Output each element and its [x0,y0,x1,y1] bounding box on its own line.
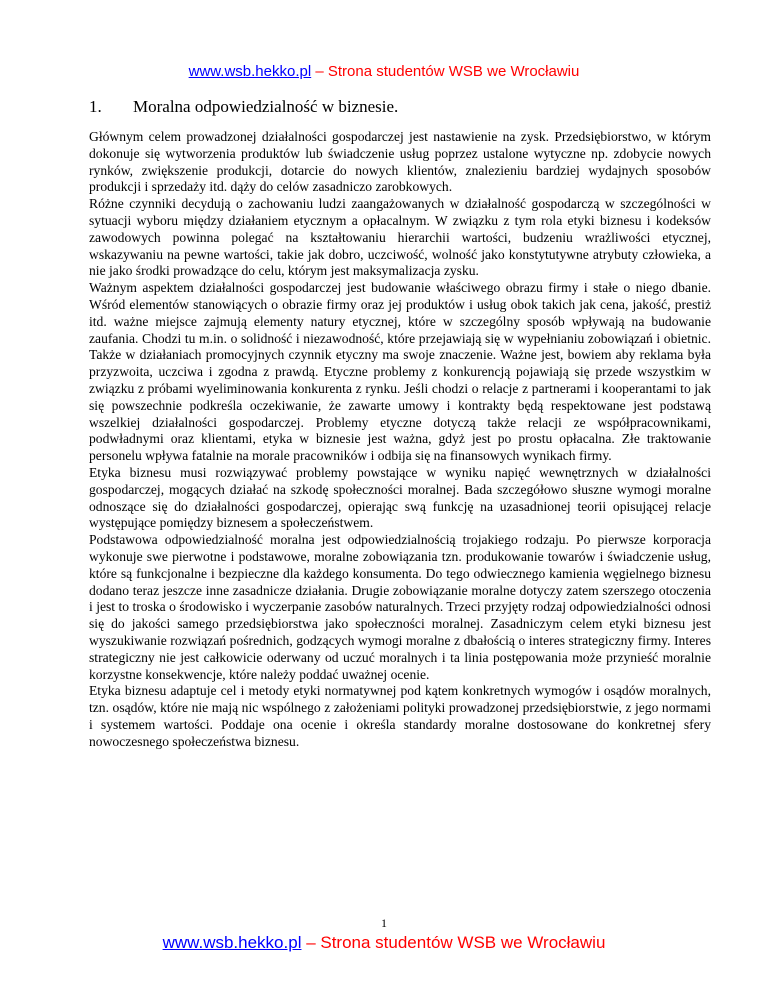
paragraph: Ważnym aspektem działalności gospodarczej jest budowanie właściwego obrazu firmy i stałe o niego dbanie. Wśród elementów stanowiących o obrazie firmy oraz jej produktów i usług obok takich jak cena, jakość, prestiż itd. ważne miejsce zajmują elementy natury etycznej, które w szczególny sposób wpływają na budowanie zaufania. Chodzi tu m.in. o solidność i niezawodność, które przejawiają się w wypełnianiu zobowiązań i obietnic. Także w działaniach promocyjnych czynnik etyczny ma swoje znaczenie. Ważne jest, bowiem aby reklama była przyzwoita, uczciwa i zgodna z prawdą. Etyczne problemy z konkurencją pojawiają się przede wszystkim w związku z próbami wyeliminowania konkurenta z rynku. Jeśli chodzi o relacje z partnerami i kooperantami to jak się powszechnie podkreśla oczekiwanie, że zawarte umowy i kontrakty będą respektowane jest podstawą wszelkiej działalności gospodarczej. Problemy etyczne dotyczą także relacji ze współpracownikami, podwładnymi oraz klientami, etyka w biznesie jest ważna, gdyż jest po prostu opłacalna. Złe traktowanie personelu wpływa fatalnie na morale pracowników i odbija się na finansowych wynikach firmy. [89,280,711,464]
paragraph: Etyka biznesu adaptuje cel i metody etyki normatywnej pod kątem konkretnych wymogów i osądów moralnych, tzn. osądów, które nie mają nic wspólnego z założeniami polityki prowadzonej przedsiębiorstwie, z jego normami i systemem wartości. Poddaje ona ocenie i określa standardy moralne dostosowane do konkretnej sfery nowoczesnego społeczeństwa biznesu. [89,683,711,749]
paragraph: Różne czynniki decydują o zachowaniu ludzi zaangażowanych w działalność gospodarczą w szczególności w sytuacji wyboru między działaniem etycznym a opłacalnym. W związku z tym rola etyki biznesu i kodeksów zawodowych powinna polegać na kształtowaniu hierarchii wartości, budzeniu wrażliwości etycznej, wskazywaniu na pewne wartości, takie jak dobro, uczciwość, wolność jako konstytutywne atrybuty człowieka, a nie jako środki prowadzące do celu, którym jest maksymalizacja zysku. [89,196,711,279]
body-text [89,129,711,750]
section-heading [89,97,398,117]
paragraph: Podstawowa odpowiedzialność moralna jest odpowiedzialnością trojakiego rodzaju. Po pierwsze korporacja wykonuje swe pierwotne i podstawowe, moralne zobowiązania tzn. produkowanie towarów i świadczenie usług, które są funkcjonalne i bezpieczne dla każdego konsumenta. Do tego odwiecznego kamienia węgielnego biznesu dodano teraz jeszcze inne zasadnicze działania. Drugie zobowiązanie moralne dotyczy zatem szerszego otoczenia i jest to troska o środowisko i wyczerpanie zasobów naturalnych. Trzeci przyjęty rodzaj odpowiedzialności odnosi się do jakości samego przedsiębiorstwa jako społeczności moralnej. Zasadniczym celem etyki biznesu jest wyszukiwanie rozwiązań pośrednich, godzących wymogi moralne z dbałością o interes strategiczny firmy. Interes strategiczny nie jest całkowicie oderwany od uczuć moralnych i ta linia postępowania może przynieść moralnie korzystne konsekwencje, które należy poddać uważnej ocenie. [89,532,711,682]
paragraph: Etyka biznesu musi rozwiązywać problemy powstające w wyniku napięć wewnętrznych w działalności gospodarczej, mogących działać na szkodę społeczności moralnej. Bada szczegółowo słuszne wymogi moralne odnoszące się do działalności gospodarczej, opierając swą funkcję na uzasadnionej teorii opisującej relacje występujące pomiędzy biznesem a społeczeństwem. [89,464,711,531]
section-number: 1. [89,97,102,116]
paragraph: Głównym celem prowadzonej działalności gospodarczej jest nastawienie na zysk. Przedsiębiorstwo, w którym dokonuje się wytworzenia produktów lub świadczenie usług poprzez ustalone wytyczne np. zdobycie nowych rynków, zwiększenie produkcji, dotarcie do nowych klientów, znalezieniu bardziej wydajnych sposobów produkcji i sprzedaży itd. dąży do celów zasadniczo zarobkowych. [89,129,711,195]
header-site-link[interactable]: www.wsb.hekko.pl [188,63,312,80]
page-number: 1 [381,916,387,930]
footer-site-link[interactable]: www.wsb.hekko.pl [162,933,302,952]
section-title: Moralna odpowiedzialność w biznesie. [133,97,399,116]
page-header [0,63,768,81]
header-tagline: – Strona studentów WSB we Wrocławiu [311,63,580,80]
page-footer [0,933,768,953]
footer-tagline: – Strona studentów WSB we Wrocławiu [301,933,606,952]
